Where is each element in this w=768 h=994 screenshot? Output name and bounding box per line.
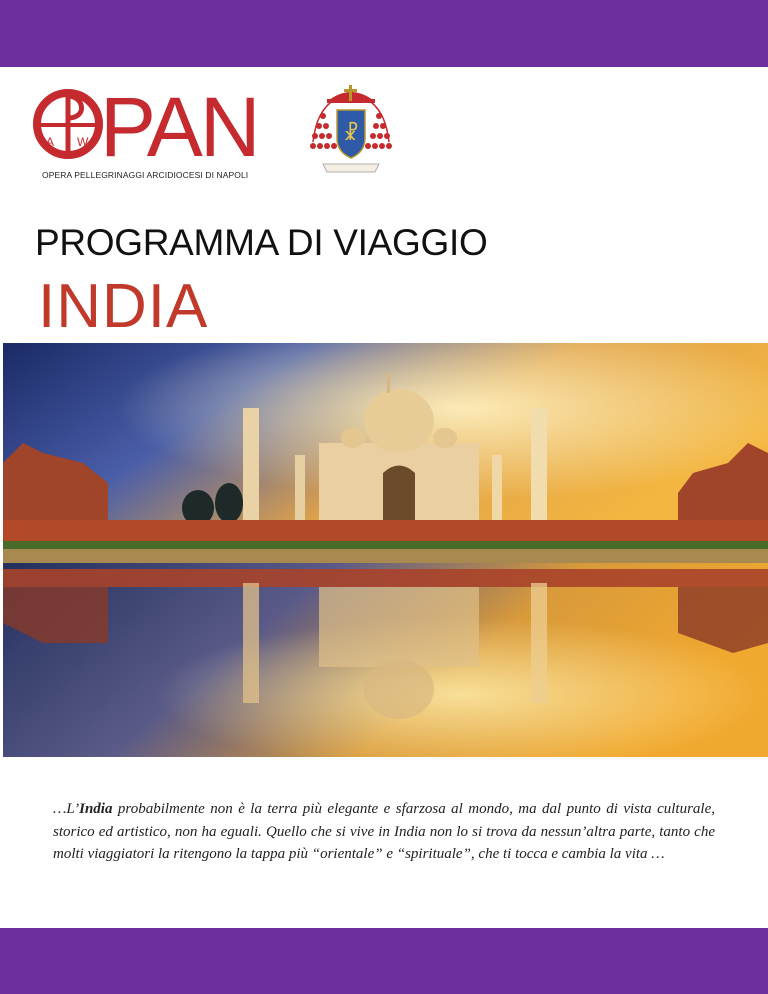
intro-text: probabilmente non è la terra più elegante e sfarzosa al mondo, ma dal punto di vista culturale, storico ed artistico, non ha eguali. Quello che si vive in India non lo si trova da nessun’altra parte, tanto che molti viaggiatori la ritengono la tappa più “orientale” e “spirituale”, che ti tocca e cambia la vita … — [53, 801, 715, 862]
organization-name: OPERA PELLEGRINAGGI ARCIDIOCESI DI NAPOLI — [42, 170, 249, 180]
bottom-color-band — [0, 928, 768, 994]
logo-pan-text: PAN — [100, 84, 258, 164]
alpha-letter: A — [46, 135, 55, 149]
intro-paragraph — [53, 798, 715, 866]
page-title: PROGRAMMA DI VIAGGIO — [35, 222, 488, 263]
opan-logo-mark — [32, 84, 282, 164]
opan-logo — [32, 84, 292, 184]
omega-letter: W — [77, 135, 89, 149]
intro-lead: …L’ — [53, 801, 80, 817]
archbishop-coat-of-arms — [309, 82, 393, 178]
destination-title: INDIA — [38, 272, 209, 341]
top-color-band — [0, 0, 768, 67]
taj-mahal-photo — [3, 343, 768, 757]
intro-highlight: India — [79, 801, 113, 817]
chi-rho-icon: ☧ — [343, 121, 359, 145]
